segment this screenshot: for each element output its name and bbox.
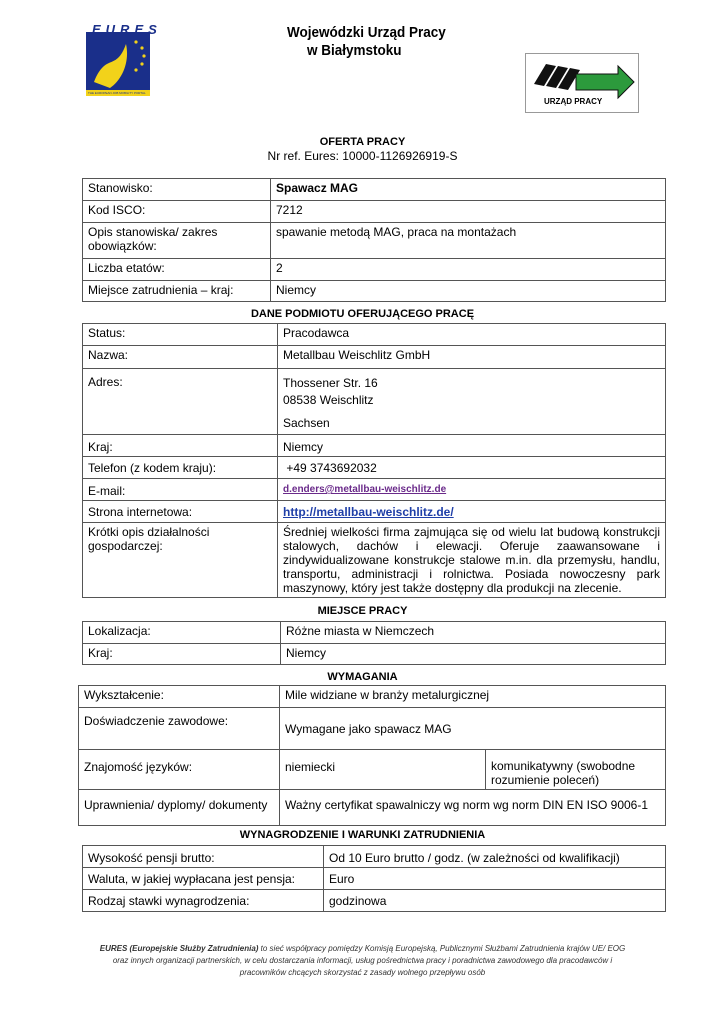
position-value: Spawacz MAG	[271, 179, 666, 201]
requirements-table	[78, 685, 666, 826]
isco-value: 7212	[271, 201, 666, 223]
footer	[60, 943, 665, 979]
education-value: Mile widziane w branży metalurgicznej	[280, 686, 666, 708]
company-name-label: Nazwa:	[83, 346, 278, 369]
activity-value: Średniej wielkości firma zajmująca się od wielu lat budową konstrukcji stalowych, dachów i elewacji. Oferuje zaawansowane i zindywidualizowane konstrukcje stalowe m.in. dla przemysłu, handlu, transportu, administracji i rolnictwa. Posiada nowoczesny park maszynowy, który jest także dostępny dla produkcji na zlecenie.	[278, 523, 666, 598]
eures-logo-tagline: THE EUROPEAN JOB MOBILITY PORTAL	[88, 91, 146, 95]
footer-line1	[60, 943, 665, 955]
certificates-label: Uprawnienia/ dyplomy/ dokumenty	[79, 790, 280, 826]
urzad-pracy-logo-text: URZĄD PRACY	[544, 97, 603, 106]
workplace-heading: MIEJSCE PRACY	[317, 605, 408, 617]
isco-label: Kod ISCO:	[83, 201, 271, 223]
activity-label: Krótki opis działalności gospodarczej:	[83, 523, 278, 598]
status-label: Status:	[83, 324, 278, 346]
eures-logo-text: EURES	[92, 22, 162, 37]
employer-country-value: Niemcy	[278, 435, 666, 457]
company-name-value: Metallbau Weischlitz GmbH	[278, 346, 666, 369]
job-table	[82, 178, 666, 302]
position-label: Stanowisko:	[83, 179, 271, 201]
currency-label: Waluta, w jakiej wypłacana jest pensja:	[83, 868, 324, 890]
address-label: Adres:	[83, 369, 278, 435]
rate-type-label: Rodzaj stawki wynagrodzenia:	[83, 890, 324, 912]
gross-salary-label: Wysokość pensji brutto:	[83, 846, 324, 868]
footer-line3: pracowników chcących skorzystać z zasady wolnego przepływu osób	[239, 968, 486, 977]
languages-label: Znajomość języków:	[79, 750, 280, 790]
employer-heading: DANE PODMIOTU OFERUJĄCEGO PRACĘ	[250, 308, 475, 320]
offer-title: OFERTA PRACY	[319, 136, 406, 148]
language-level: komunikatywny (swobodne rozumienie poleceń)	[486, 750, 666, 790]
employer-table	[82, 323, 666, 598]
email-value	[278, 479, 666, 501]
location-value: Różne miasta w Niemczech	[281, 622, 666, 644]
requirements-heading: WYMAGANIA	[327, 671, 398, 683]
footer-eures-name: EURES (Europejskie Służby Zatrudnienia)	[99, 944, 259, 953]
job-description-label: Opis stanowiska/ zakres obowiązków:	[83, 223, 271, 259]
offer-ref: Nr ref. Eures: 10000-1126926919-S	[267, 149, 458, 163]
education-label: Wykształcenie:	[79, 686, 280, 708]
office-title-line2: w Białymstoku	[307, 42, 402, 59]
workplace-table	[82, 621, 666, 665]
salary-heading: WYNAGRODZENIE I WARUNKI ZATRUDNIENIA	[239, 829, 486, 841]
address-region: Sachsen	[283, 416, 330, 430]
urzad-pracy-logo	[525, 53, 639, 113]
website-link[interactable]: http://metallbau-weischlitz.de/	[283, 505, 454, 519]
email-link[interactable]: d.enders@metallbau-weischlitz.de	[283, 484, 447, 495]
positions-count-label: Liczba etatów:	[83, 259, 271, 281]
employment-country-label: Miejsce zatrudnienia – kraj:	[83, 281, 271, 302]
currency-value: Euro	[324, 868, 666, 890]
language-value: niemiecki	[280, 750, 486, 790]
phone-label: Telefon (z kodem kraju):	[83, 457, 278, 479]
footer-line2: oraz innych organizacji partnerskich, w celu dostarczania informacji, usług pośrednictwa pracy i poradnictwa zawodowego dla pracodawców i	[112, 956, 613, 965]
eures-logo	[86, 22, 162, 98]
phone-number: +49 3743692032	[286, 461, 377, 475]
positions-count-value: 2	[271, 259, 666, 281]
job-description-value: spawanie metodą MAG, praca na montażach	[271, 223, 666, 259]
office-title-line1: Wojewódzki Urząd Pracy	[287, 24, 446, 41]
status-value: Pracodawca	[278, 324, 666, 346]
location-label: Lokalizacja:	[83, 622, 281, 644]
address-street: Thossener Str. 16	[283, 376, 378, 390]
employer-country-label: Kraj:	[83, 435, 278, 457]
footer-line1-rest: to sieć współpracy pomiędzy Komisją Europejską, Publicznymi Służbami Zatrudnienia krajów UE/ EOG	[258, 944, 626, 953]
experience-value: Wymagane jako spawacz MAG	[280, 708, 666, 750]
experience-label: Doświadczenie zawodowe:	[79, 708, 280, 750]
workplace-country-value: Niemcy	[281, 644, 666, 665]
website-label: Strona internetowa:	[83, 501, 278, 523]
salary-table	[82, 845, 666, 912]
address-value	[278, 369, 666, 435]
gross-salary-value: Od 10 Euro brutto / godz. (w zależności od kwalifikacji)	[324, 846, 666, 868]
website-value	[278, 501, 666, 523]
workplace-country-label: Kraj:	[83, 644, 281, 665]
rate-type-value: godzinowa	[324, 890, 666, 912]
employment-country-value: Niemcy	[271, 281, 666, 302]
phone-value	[278, 457, 666, 479]
address-city: 08538 Weischlitz	[283, 393, 374, 407]
certificates-value: Ważny certyfikat spawalniczy wg norm wg norm DIN EN ISO 9006-1	[280, 790, 666, 826]
email-label: E-mail:	[83, 479, 278, 501]
